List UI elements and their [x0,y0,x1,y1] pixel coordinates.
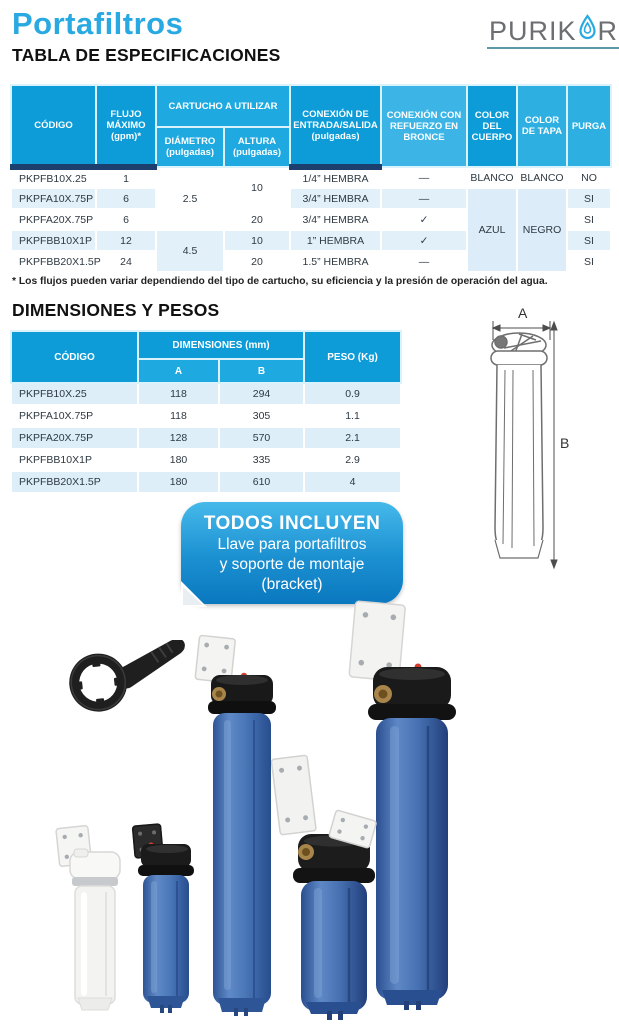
cell-codigo: PKPFBB10X1P [11,449,138,471]
diagram-label-a: A [518,305,528,321]
housing-big-10in-blue [292,826,376,1027]
wrench-shape [66,640,191,714]
housing-slim-10in-blue [136,838,196,1021]
cell-conexion: 1.5” HEMBRA [290,251,381,272]
cell-altura: 20 [224,209,290,230]
housing-body [213,713,271,1016]
cell-peso: 0.9 [304,383,401,405]
cell-codigo: PKPFA20X.75P [11,427,138,449]
spec-table [10,84,612,273]
col-header-b: B [219,359,304,383]
cell-bronce: — [381,188,467,209]
cell-bronce: — [381,251,467,272]
badge-line-3: (bracket) [261,576,323,593]
cell-altura-merged: 10 [224,167,290,209]
housing-body [143,875,189,1013]
cell-purga: SI [567,230,611,251]
cell-altura: 10 [224,230,290,251]
spec-section-heading: TABLA DE ESPECIFICACIONES [12,45,281,65]
housing-cap [208,673,276,714]
cell-cuerpo: BLANCO [467,167,517,188]
housing-10in-white [68,848,122,1021]
dimensions-section-heading: DIMENSIONES Y PESOS [12,300,220,320]
col-header-codigo: CÓDIGO [11,85,96,167]
housing-dimension-diagram [478,296,613,586]
cell-codigo: PKPFA10X.75P [11,188,96,209]
col-header-dimensiones: DIMENSIONES (mm) [138,331,304,359]
cell-tapa: BLANCO [517,167,567,188]
cell-b: 305 [219,405,304,427]
cell-a: 118 [138,405,219,427]
col-header-codigo: CÓDIGO [11,331,138,383]
cell-a: 180 [138,449,219,471]
cell-conexion: 1” HEMBRA [290,230,381,251]
purikor-logo [487,14,619,49]
cell-conexion: 3/4” HEMBRA [290,209,381,230]
cell-codigo: PKPFBB10X1P [11,230,96,251]
col-header-tapa: COLOR DE TAPA [517,85,567,167]
cell-flujo: 12 [96,230,156,251]
page-title: Portafiltros [12,6,184,41]
cell-codigo: PKPFB10X.25 [11,167,96,188]
diagram-label-b: B [560,435,570,451]
product-photos [0,600,619,1024]
cell-codigo: PKPFBB20X1.5P [11,251,96,272]
cell-diametro-merged: 4.5 [156,230,224,272]
col-header-purga: PURGA [567,85,611,167]
cell-a: 118 [138,383,219,405]
cell-tapa-merged: NEGRO [517,188,567,272]
water-drop-icon [578,14,597,45]
col-header-bronce: CONEXIÓN CON REFUERZO EN BRONCE [381,85,467,167]
table-row [11,427,401,449]
cell-purga: SI [567,209,611,230]
table-row [11,449,401,471]
col-header-diametro: DIÁMETRO (pulgadas) [156,127,224,167]
cell-altura: 20 [224,251,290,272]
badge-line-1: Llave para portafiltros [217,536,367,553]
cell-diametro-merged: 2.5 [156,167,224,230]
cell-purga: SI [567,188,611,209]
badge-line-2: y soporte de montaje [219,556,365,573]
badge-title: TODOS INCLUYEN [203,513,381,534]
housing-slim-20in-blue [204,668,280,1023]
housing-body [301,881,367,1020]
cell-purga: SI [567,251,611,272]
cell-b: 294 [219,383,304,405]
cell-peso: 1.1 [304,405,401,427]
col-header-peso: PESO (Kg) [304,331,401,383]
cell-b: 335 [219,449,304,471]
spec-footnote: * Los flujos pueden variar dependiendo del tipo de cartucho, su eficiencia y la presión de operación del agua. [12,276,548,287]
cell-flujo: 1 [96,167,156,188]
col-header-altura: ALTURA (pulgadas) [224,127,290,167]
col-header-flujo: FLUJO MÁXIMO (gpm)* [96,85,156,167]
housing-cap [70,849,120,886]
cell-a: 128 [138,427,219,449]
dimensions-table [10,330,402,494]
todos-incluyen-badge [181,502,403,604]
col-header-cartucho: CARTUCHO A UTILIZAR [156,85,290,127]
cell-cuerpo-merged: AZUL [467,188,517,272]
cell-flujo: 6 [96,188,156,209]
cell-flujo: 6 [96,209,156,230]
logo-text-suffix: R [597,16,619,46]
cell-b: 570 [219,427,304,449]
housing-body [376,718,448,1010]
table-row [11,471,401,493]
filter-wrench [64,640,192,723]
housing-body [75,886,115,1010]
logo-text-prefix: PURIK [489,16,577,46]
cell-codigo: PKPFBB20X1.5P [11,471,138,493]
cell-bronce: ✓ [381,209,467,230]
cell-purga: NO [567,167,611,188]
cell-a: 180 [138,471,219,493]
cell-flujo: 24 [96,251,156,272]
cell-peso: 2.1 [304,427,401,449]
cell-codigo: PKPFB10X.25 [11,383,138,405]
cell-codigo: PKPFA20X.75P [11,209,96,230]
cell-peso: 2.9 [304,449,401,471]
cell-bronce: — [381,167,467,188]
housing-big-20in-blue [366,660,458,1017]
col-header-a: A [138,359,219,383]
cell-conexion: 1/4” HEMBRA [290,167,381,188]
housing-outline [491,333,547,558]
cell-bronce: ✓ [381,230,467,251]
cell-peso: 4 [304,471,401,493]
cell-conexion: 3/4” HEMBRA [290,188,381,209]
housing-cap [368,664,456,721]
housing-cap [138,842,194,876]
table-row [11,167,611,188]
cell-codigo: PKPFA10X.75P [11,405,138,427]
table-row [11,188,611,209]
cell-b: 610 [219,471,304,493]
col-header-conexion: CONEXIÓN DE ENTRADA/SALIDA (pulgadas) [290,85,381,167]
col-header-cuerpo: COLOR DEL CUERPO [467,85,517,167]
table-row [11,383,401,405]
table-row [11,405,401,427]
